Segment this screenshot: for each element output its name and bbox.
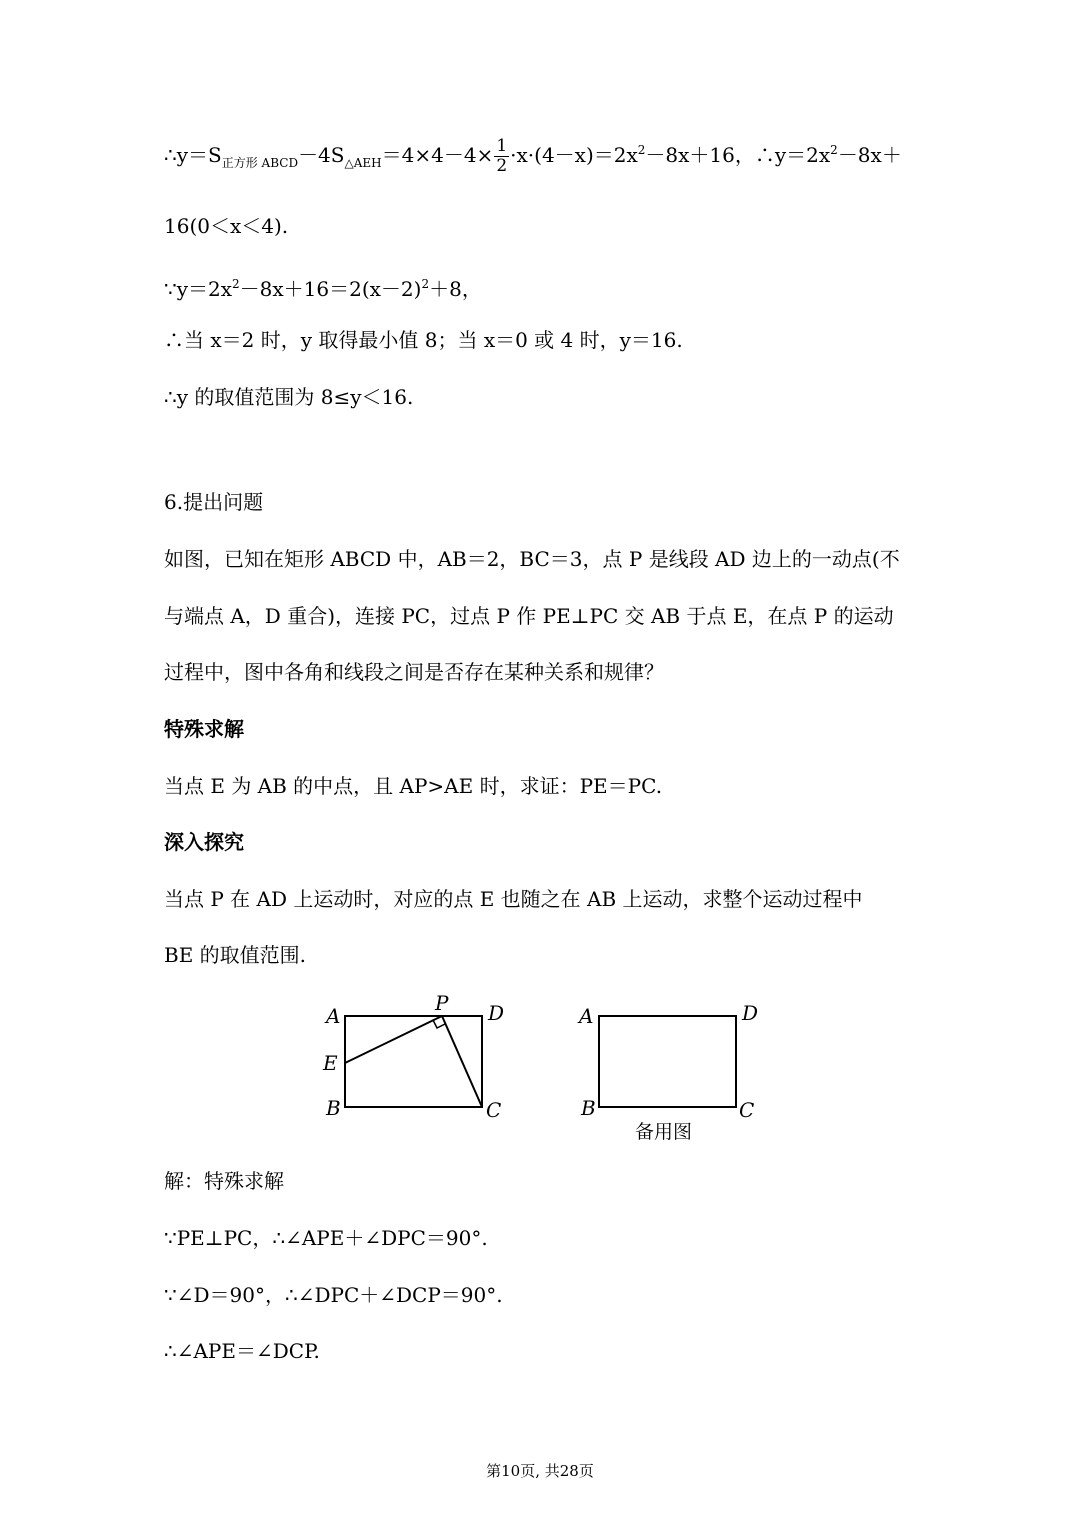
heading-special: 特殊求解 bbox=[164, 717, 244, 741]
solution-line-3: $\because y=2x^2-8x+16=2(x-2)^2+8$， bbox=[164, 277, 482, 301]
segment-pe bbox=[345, 1016, 442, 1063]
deep-text-1: 当点 P 在 AD 上运动时，对应的点 E 也随之在 AB 上运动，求整个运动过程中 bbox=[164, 887, 863, 911]
label-e: E bbox=[323, 1051, 338, 1075]
question-title: 6.提出问题 bbox=[164, 490, 264, 514]
rectangle-spare bbox=[599, 1016, 736, 1107]
label-b: B bbox=[326, 1096, 341, 1120]
label-d-spare: D bbox=[742, 1001, 759, 1025]
proof-line-2: ∵∠D＝90°，∴∠DPC＋∠DCP＝90°. bbox=[164, 1283, 503, 1307]
fraction-half: $\frac{1}{2}$ bbox=[496, 136, 508, 176]
solution-line-2: 16(0＜x＜4). bbox=[164, 214, 289, 238]
label-a: A bbox=[326, 1004, 341, 1028]
segment-pc bbox=[442, 1016, 482, 1107]
heading-deep: 深入探究 bbox=[164, 830, 244, 854]
proof-line-3: ∴∠APE＝∠DCP. bbox=[164, 1339, 320, 1363]
solution-line-1: $\therefore y=S_{正方形 ABCD}-4S_{\triangle AEH}=4\times 4-4\times$ $\frac{1}{2}$ $\cdot x\cdot(4-x)=2x^2-8x+16$，$\therefore y=2x^2-8x+$ bbox=[164, 136, 902, 176]
label-c-spare: C bbox=[739, 1098, 755, 1122]
special-text: 当点 E 为 AB 的中点，且 AP>AE 时，求证：PE＝PC. bbox=[164, 774, 663, 798]
figure-spare bbox=[560, 990, 780, 1150]
question-text-2: 与端点 A，D 重合)，连接 PC，过点 P 作 PE⊥PC 交 AB 于点 E，在点 P 的运动 bbox=[164, 604, 894, 628]
figure-main bbox=[310, 990, 520, 1125]
solution-line-4: ∴当 x＝2 时，y 取得最小值 8；当 x＝0 或 4 时，y＝16. bbox=[164, 328, 683, 352]
spare-caption: 备用图 bbox=[635, 1121, 693, 1143]
label-a-spare: A bbox=[579, 1004, 594, 1028]
label-d: D bbox=[488, 1001, 505, 1025]
deep-text-2: BE 的取值范围. bbox=[164, 943, 307, 967]
proof-line-1: ∵PE⊥PC，∴∠APE＋∠DPC＝90°. bbox=[164, 1226, 488, 1250]
question-text-3: 过程中，图中各角和线段之间是否存在某种关系和规律？ bbox=[164, 660, 664, 684]
question-text-1: 如图，已知在矩形 ABCD 中，AB＝2，BC＝3，点 P 是线段 AD 边上的一动点(不 bbox=[164, 547, 900, 571]
label-b-spare: B bbox=[581, 1096, 596, 1120]
page-footer: 第10页, 共28页 bbox=[486, 1462, 594, 1480]
label-p: P bbox=[435, 991, 449, 1015]
solution-title: 解：特殊求解 bbox=[164, 1169, 284, 1193]
label-c: C bbox=[486, 1098, 502, 1122]
solution-line-5: ∴y 的取值范围为 8≤y＜16. bbox=[164, 385, 414, 409]
